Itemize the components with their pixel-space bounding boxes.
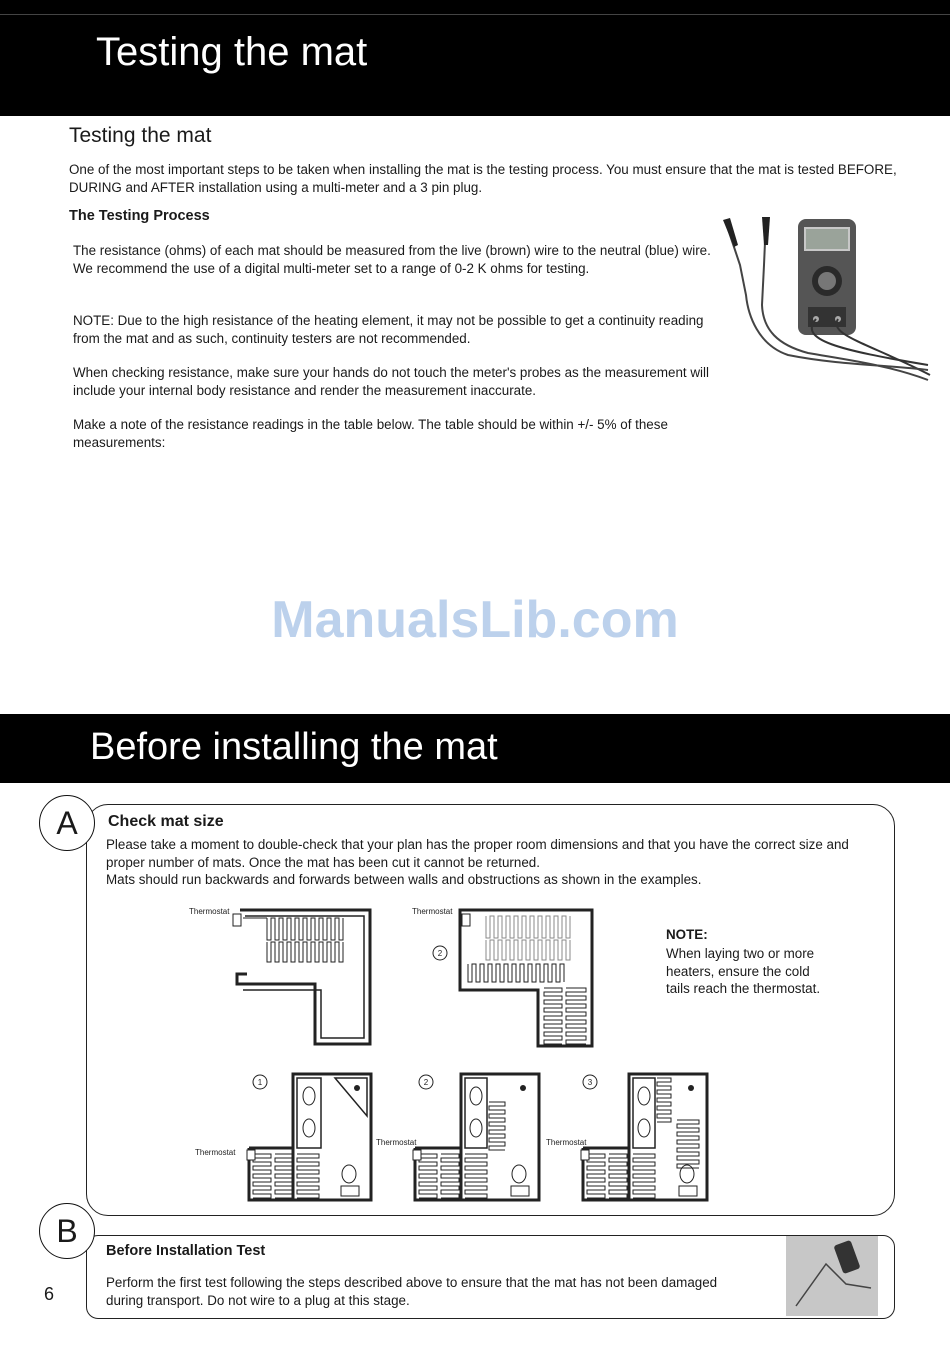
resistance-paragraph: The resistance (ohms) of each mat should be measured from the live (brown) wire to the neutral (blue) wire. We recommend the use of a digital multi-meter set to a range of 0-2 K ohms for testing. [73, 243, 711, 276]
testing-process-heading: The Testing Process [69, 208, 210, 224]
banner-title-2: Before installing the mat [90, 726, 498, 768]
intro-paragraph: One of the most important steps to be taken when installing the mat is the testing process. You must ensure that the mat is tested BEFORE, DURING and AFTER installation using a multi-meter and a 3 pin plug. [69, 162, 897, 195]
step-b-badge: B [39, 1203, 95, 1259]
table-paragraph: Make a note of the resistance readings in the table below. The table should be within +/- 5% of these measurements: [73, 417, 668, 450]
note-title: NOTE: [666, 927, 708, 942]
thermostat-label: Thermostat [195, 1148, 236, 1157]
thermostat-label: Thermostat [412, 907, 453, 916]
header-banner-testing [0, 0, 950, 116]
step-number-1: 1 [257, 1078, 263, 1087]
plan-number: 2 [437, 949, 443, 958]
step-b-title: Before Installation Test [106, 1243, 266, 1259]
step-a-badge: A [39, 795, 95, 851]
step-a-text: Please take a moment to double-check that your plan has the proper room dimensions and that you have the correct size and proper number of mats. Once the mat has been cut it cannot be returned. [106, 837, 849, 870]
step-a-title: Check mat size [108, 813, 224, 830]
top-rule [0, 14, 950, 15]
floor-plan-l-shape [185, 904, 375, 1050]
note-text: When laying two or more heaters, ensure the cold tails reach the thermostat. [666, 946, 821, 996]
bathroom-layout-3 [545, 1068, 715, 1204]
step-number-3: 3 [587, 1078, 593, 1087]
thermostat-label: Thermostat [546, 1138, 587, 1147]
thermostat-label: Thermostat [376, 1138, 417, 1147]
step-a-text-2: Mats should run backwards and forwards between walls and obstructions as shown in the examples. [106, 872, 702, 887]
multimeter-image [718, 215, 933, 385]
thermostat-label: Thermostat [189, 907, 230, 916]
section-heading: Testing the mat [69, 124, 212, 147]
meter-test-photo [786, 1236, 878, 1316]
hands-paragraph: When checking resistance, make sure your hands do not touch the meter's probes as the measurement will include your internal body resistance and render the measurement inaccurate. [73, 365, 709, 398]
floor-plan-two-mats [410, 904, 600, 1050]
step-b-text: Perform the first test following the steps described above to ensure that the mat has not been damaged during transport. Do not wire to a plug at this stage. [106, 1275, 718, 1308]
watermark: ManualsLib.com [271, 591, 679, 649]
page-number: 6 [44, 1284, 55, 1304]
bathroom-layout-1 [195, 1068, 375, 1204]
step-number-2: 2 [423, 1078, 429, 1087]
bathroom-layout-2 [375, 1068, 545, 1204]
note-paragraph: NOTE: Due to the high resistance of the heating element, it may not be possible to get a continuity reading from the mat and as such, continuity testers are not recommended. [73, 313, 704, 346]
banner-title: Testing the mat [96, 30, 368, 74]
header-banner-before-installing [0, 714, 950, 783]
